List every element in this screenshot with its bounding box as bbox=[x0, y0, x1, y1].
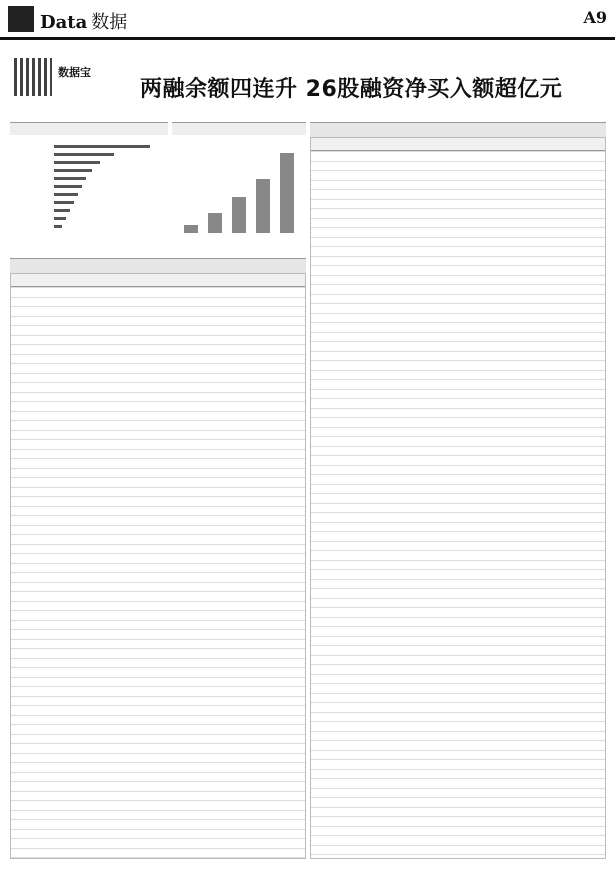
distribution-chart-plot bbox=[176, 139, 302, 249]
left-table-body bbox=[10, 273, 306, 859]
table-header-row bbox=[11, 274, 305, 287]
distribution-chart-title bbox=[172, 123, 306, 135]
industry-chart bbox=[10, 122, 168, 253]
left-data-table bbox=[10, 258, 306, 859]
chart-bar bbox=[54, 145, 150, 148]
table-header-row bbox=[311, 138, 605, 151]
chart-bar bbox=[54, 193, 78, 196]
brand-block bbox=[14, 52, 134, 102]
chart-bar bbox=[184, 225, 198, 233]
chart-bar bbox=[256, 179, 270, 233]
distribution-chart bbox=[172, 122, 306, 253]
right-table-body bbox=[310, 137, 606, 859]
chart-bar bbox=[54, 217, 66, 220]
section-name-en: Data bbox=[40, 12, 88, 33]
chart-bar bbox=[208, 213, 222, 233]
right-table-title bbox=[310, 123, 606, 137]
page-headline: 两融余额四连升 26股融资净买入额超亿元 bbox=[140, 77, 563, 102]
page-number: A9 bbox=[583, 8, 607, 27]
industry-chart-title bbox=[10, 123, 168, 135]
chart-bar bbox=[54, 169, 92, 172]
qr-code-icon bbox=[14, 58, 52, 96]
chart-bar bbox=[54, 185, 82, 188]
section-title bbox=[40, 8, 127, 34]
left-table-title bbox=[10, 259, 306, 273]
chart-bar bbox=[54, 177, 86, 180]
brand-name: 数据宝 bbox=[58, 66, 91, 79]
masthead bbox=[0, 0, 615, 40]
chart-bar bbox=[54, 209, 70, 212]
chart-bar bbox=[54, 225, 62, 228]
chart-bar bbox=[280, 153, 294, 233]
chart-bar bbox=[232, 197, 246, 233]
right-data-table bbox=[310, 122, 606, 859]
chart-bar bbox=[54, 201, 74, 204]
chart-bar bbox=[54, 153, 114, 156]
section-name-cn: 数据 bbox=[91, 12, 128, 33]
industry-chart-plot bbox=[14, 139, 164, 249]
chart-bar bbox=[54, 161, 100, 164]
newspaper-logo bbox=[8, 6, 34, 32]
